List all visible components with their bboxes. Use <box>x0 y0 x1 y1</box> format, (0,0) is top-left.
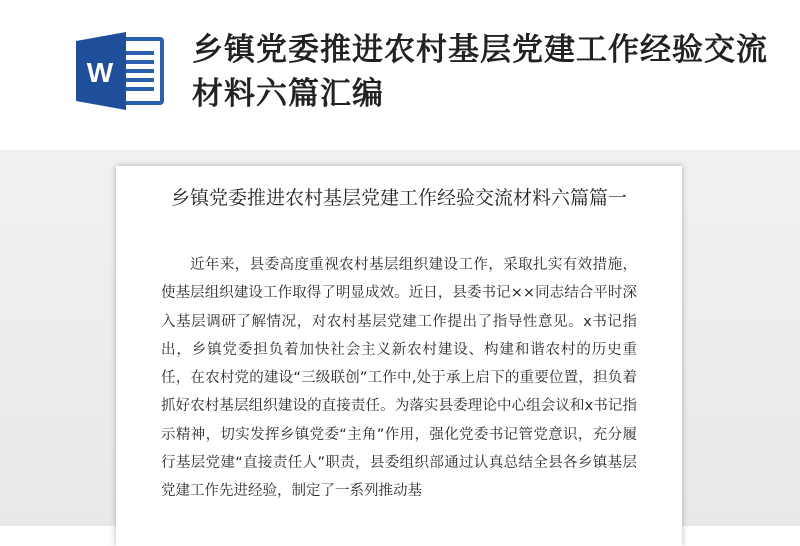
word-icon-letter: W <box>86 57 114 88</box>
document-page <box>116 166 682 546</box>
document-title: 乡镇党委推进农村基层党建工作经验交流材料六篇篇一 <box>170 187 627 209</box>
word-document-icon <box>76 32 164 110</box>
banner-title: 乡镇党委推进农村基层党建工作经验交流材料六篇汇编 <box>192 32 768 112</box>
banner-header <box>0 0 800 150</box>
document-body-paragraph: 近年来，县委高度重视农村基层组织建设工作，采取扎实有效措施，使基层组织建设工作取得了明显成效。近日，县委书记××同志结合平时深入基层调研了解情况，对农村基层党建工作提出了指导性意见。x书记指出，乡镇党委担负着加快社会主义新农村建设、构建和谐农村的历史重任，在农村党的建设“三级联创”工作中,处于承上启下的重要位置，担负着抓好农村基层组织建设的直接责任。为落实县委理论中心组会议和x书记指示精神，切实发挥乡镇党委“主角”作用，强化党委书记管党意识，充分履行基层党建“直接责任人”职责，县委组织部通过认真总结全县各乡镇基层党建工作先进经验，制定了一系列推动基 <box>161 257 637 500</box>
